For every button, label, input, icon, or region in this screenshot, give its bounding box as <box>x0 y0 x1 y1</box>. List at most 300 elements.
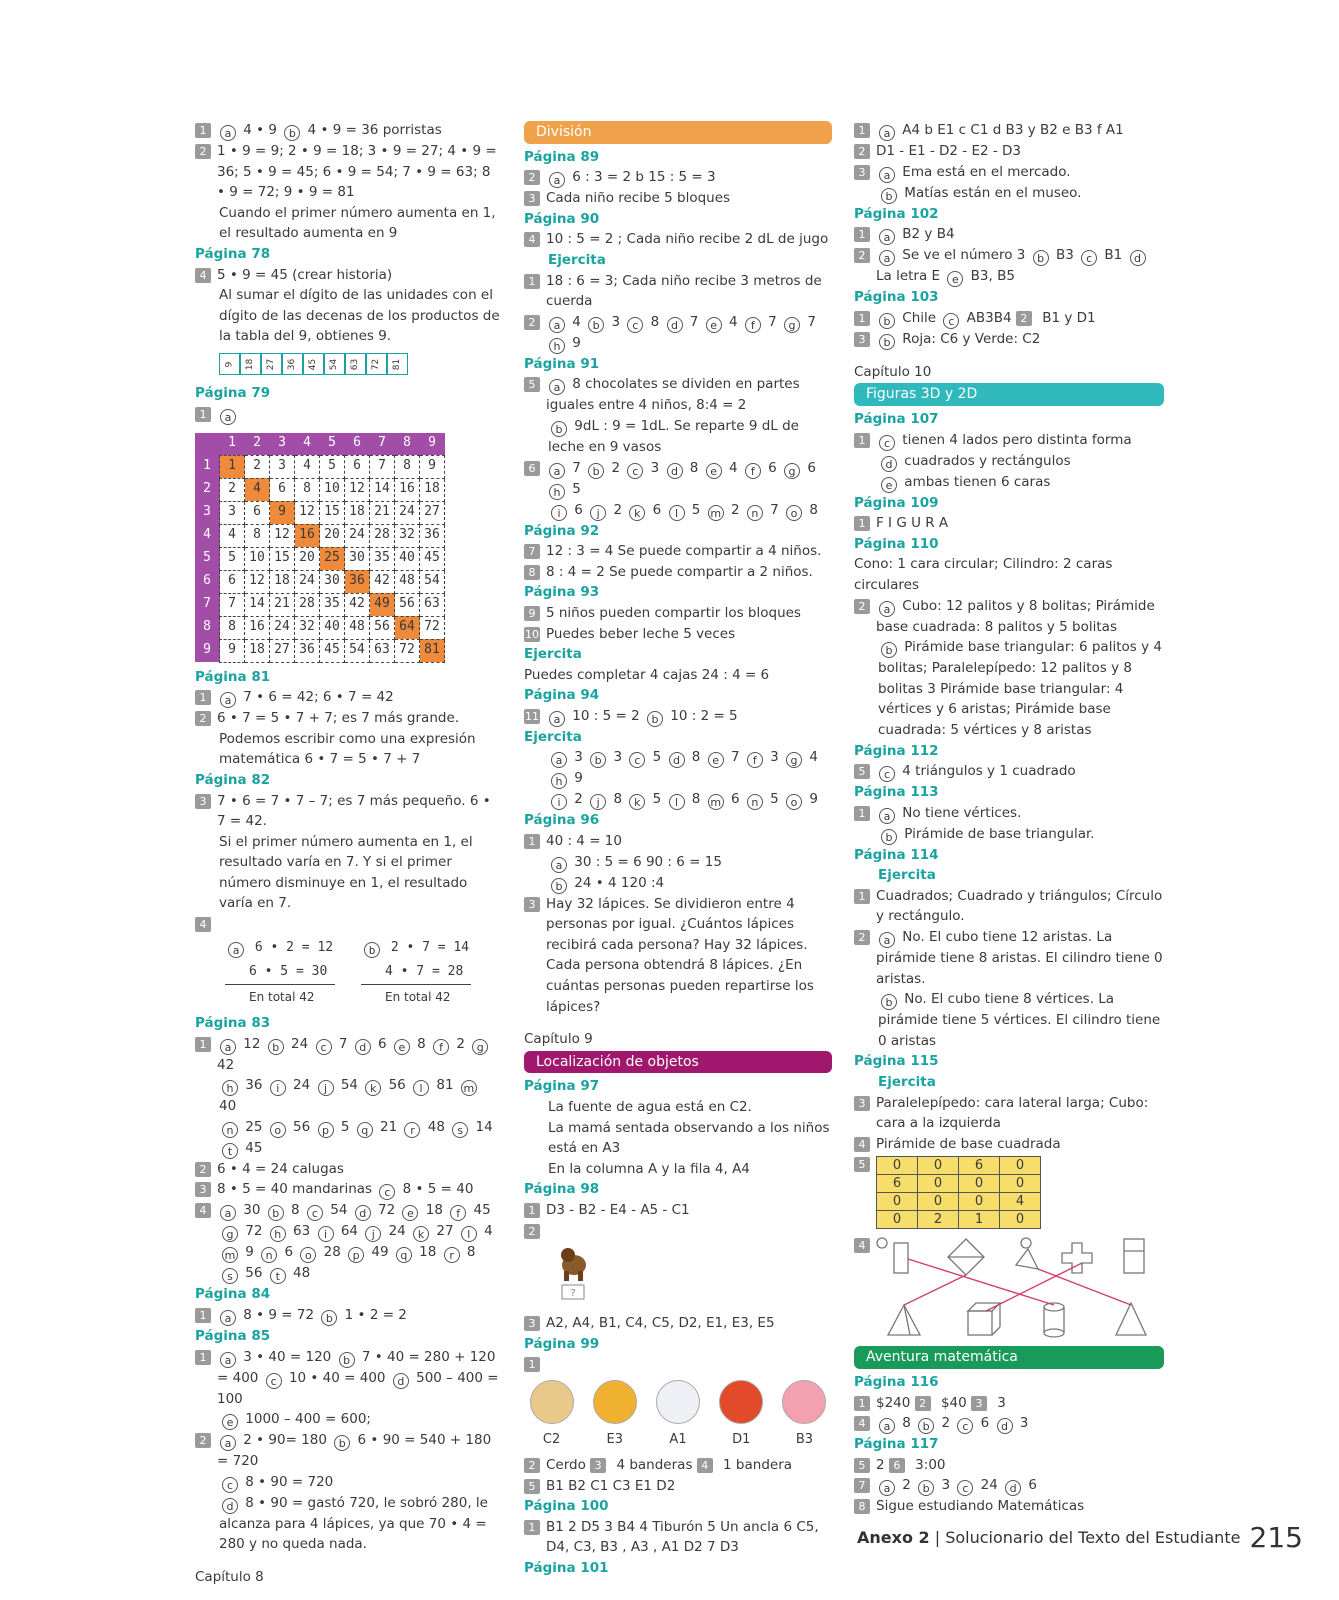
strip-cell: 18 <box>240 353 261 375</box>
option-circle: a <box>879 229 895 245</box>
monkey-icon <box>530 1380 574 1424</box>
answer-text: a 8 b 2 c 6 d 3 <box>876 1413 1164 1434</box>
answer-text: a 2 • 90= 180 b 6 • 90 = 540 + 180 = 720 <box>217 1432 492 1470</box>
page-heading: Página 97 <box>524 1078 600 1095</box>
item-number: 2 <box>524 1458 540 1473</box>
answer-text: a 6 : 3 = 2 b 15 : 5 = 3 <box>546 167 832 188</box>
item-number: 2 <box>524 170 540 185</box>
option-circle: g <box>784 317 800 333</box>
item-number: 2 <box>854 144 870 159</box>
numbered-answer <box>854 761 1164 782</box>
table-cell: 20 <box>320 524 345 547</box>
option-circle: e <box>394 1039 410 1055</box>
page-heading: Página 113 <box>854 784 939 801</box>
answer-continuation: b Pirámide base triangular: 6 palitos y 4 bolitas; Paralelepípedo: 12 palitos y 8 bolitas 3 Pirámide base triangular: 4 vértices y 6 aristas; Pirámide base cuadrada: 5 vértices y 8 aristas <box>878 639 1162 738</box>
animal-label: E3 <box>606 1432 624 1448</box>
option-circle: c <box>957 1418 973 1434</box>
page-heading: Página 90 <box>524 210 600 227</box>
column-right <box>854 120 1164 1517</box>
option-circle: j <box>590 505 606 521</box>
option-circle: c <box>957 1480 973 1496</box>
item-number: 4 <box>524 232 540 247</box>
table-cell: 56 <box>395 593 420 616</box>
item-number: 4 <box>697 1458 713 1473</box>
table-cell: 6 <box>245 501 270 524</box>
item-number: 3 <box>971 1396 987 1411</box>
answer-continuation: n 25 o 56 p 5 q 21 r 48 s 14 <box>195 1117 500 1138</box>
item-number: 5 <box>854 1157 870 1172</box>
numbered-answer <box>195 265 500 286</box>
option-circle: b <box>918 1418 934 1434</box>
option-circle: k <box>629 794 645 810</box>
answer-text: a 7 • 6 = 42; 6 • 7 = 42 <box>217 687 500 708</box>
answer-continuation: b No. El cubo tiene 8 vértices. La pirámide tiene 5 vértices. El cilindro tiene 0 aristas <box>878 991 1161 1049</box>
table-cell: 32 <box>395 524 420 547</box>
numbered-answer <box>524 894 832 1018</box>
animal-list <box>524 1380 832 1451</box>
table-cell: 28 <box>295 593 320 616</box>
table-cell: 36 <box>295 639 320 662</box>
answer-text: Cerdo 3 4 banderas 4 1 bandera <box>546 1456 793 1473</box>
option-circle: a <box>879 167 895 183</box>
option-circle: e <box>706 463 722 479</box>
numbered-answer <box>195 404 500 425</box>
option-circle: g <box>784 463 800 479</box>
page-heading: Página 92 <box>524 522 600 539</box>
option-circle: c <box>879 435 895 451</box>
option-circle: d <box>393 1373 409 1389</box>
table-cell: 72 <box>420 616 445 639</box>
page-heading: Página 81 <box>195 668 271 685</box>
item-number: 1 <box>854 1396 870 1411</box>
table-cell: 8 <box>295 478 320 501</box>
table-cell: 7 <box>220 593 245 616</box>
numbered-answer <box>854 513 1164 534</box>
option-circle: o <box>786 505 802 521</box>
answer-text: Paralelepípedo: cara lateral larga; Cubo: cara a la izquierda <box>876 1094 1149 1132</box>
item-number: 11 <box>525 709 539 723</box>
numbered-answer <box>854 224 1164 245</box>
table-cell: 45 <box>320 639 345 662</box>
item-number: 2 <box>854 599 870 614</box>
numbered-answer <box>854 329 1164 350</box>
answer-text: 8 : 4 = 2 Se puede compartir a 2 niños. <box>546 563 813 580</box>
answer-text: 2 6 3:00 <box>876 1456 946 1473</box>
answer-continuation: t 45 <box>195 1138 500 1159</box>
option-circle: a <box>220 1435 236 1451</box>
table-cell: 35 <box>370 547 395 570</box>
item-number: 2 <box>915 1396 931 1411</box>
option-circle: f <box>745 463 761 479</box>
table-cell: 21 <box>370 501 395 524</box>
answer-continuation: b Matías están en el museo. <box>854 183 1164 204</box>
item-number: 3 <box>524 897 540 912</box>
option-circle: d <box>667 463 683 479</box>
option-circle: a <box>549 463 565 479</box>
item-number: 5 <box>524 1479 540 1494</box>
grid-cell: 6 <box>877 1175 918 1193</box>
answer-continuation: i 2 j 8 k 5 l 8 m 6 n 5 o 9 <box>524 789 832 810</box>
text-line: Capítulo 10 <box>854 363 932 380</box>
total-a: En total 42 <box>225 984 335 1009</box>
option-circle: c <box>1081 250 1097 266</box>
option-circle: e <box>708 752 724 768</box>
item-number: 1 <box>854 806 870 821</box>
multiplication-table-wrap <box>195 433 500 663</box>
answer-continuation: g 72 h 63 i 64 j 24 k 27 l 4 <box>195 1221 500 1242</box>
item-number: 2 <box>854 930 870 945</box>
page-heading: Ejercita <box>524 646 582 663</box>
grid-cell: 4 <box>1000 1193 1041 1211</box>
table-cell: 6 <box>345 433 370 456</box>
table-cell: 32 <box>295 616 320 639</box>
numbered-answer <box>524 1476 832 1497</box>
table-cell: 3 <box>195 501 220 524</box>
option-circle: a <box>549 711 565 727</box>
option-circle: a <box>220 1310 236 1326</box>
numbered-answer <box>524 1517 832 1558</box>
option-circle: b <box>588 317 604 333</box>
animal-label: A1 <box>669 1432 687 1448</box>
answer-text: a 30 b 8 c 54 d 72 e 18 f 45 <box>217 1200 500 1221</box>
animal-item <box>587 1380 642 1451</box>
page-heading: Página 116 <box>854 1374 939 1390</box>
answer-text: a B2 y B4 <box>876 224 1164 245</box>
grid-cell: 0 <box>959 1193 1000 1211</box>
page-heading: Página 82 <box>195 771 271 788</box>
numbered-answer <box>195 708 500 729</box>
page-heading: Página 103 <box>854 289 939 306</box>
table-cell: 18 <box>245 639 270 662</box>
answer-text: 18 : 6 = 3; Cada niño recibe 3 metros de cuerda <box>546 272 822 310</box>
item-number: 1 <box>524 1520 540 1535</box>
numbered-answer <box>524 167 832 188</box>
answer-continuation: i 6 j 2 k 6 l 5 m 2 n 7 o 8 <box>524 500 832 521</box>
grid-cell: 0 <box>918 1157 959 1175</box>
option-circle: s <box>222 1268 238 1284</box>
table-cell: 54 <box>420 570 445 593</box>
option-circle: b <box>321 1310 337 1326</box>
option-circle: t <box>270 1268 286 1284</box>
option-circle: i <box>551 794 567 810</box>
grid-cell: 0 <box>877 1211 918 1229</box>
option-circle: i <box>551 505 567 521</box>
item-number: 1 <box>524 1203 540 1218</box>
exercise-heading: Ejercita <box>878 867 936 884</box>
option-circle: b <box>881 829 897 845</box>
table-cell: 18 <box>420 478 445 501</box>
column-left <box>195 120 500 1588</box>
page-heading: Página 114 <box>854 846 939 863</box>
item-number: 3 <box>195 794 211 809</box>
numbered-answer <box>195 120 500 141</box>
numbered-answer <box>854 162 1164 183</box>
option-circle: a <box>879 250 895 266</box>
numbered-answer <box>524 1221 832 1239</box>
footer-separator: | <box>929 1528 946 1547</box>
option-circle: r <box>444 1247 460 1263</box>
animal-item <box>650 1380 705 1451</box>
option-circle: r <box>404 1122 420 1138</box>
answer-text: a 8 chocolates se dividen en partes iguales entre 4 niños, 8:4 = 2 <box>546 376 800 414</box>
answer-continuation: a 3 b 3 c 5 d 8 e 7 f 3 g 4 h 9 <box>524 747 832 789</box>
table-cell: 4 <box>195 524 220 547</box>
numbered-answer <box>195 1305 500 1326</box>
table-cell: 64 <box>395 616 420 639</box>
table-cell: 12 <box>345 478 370 501</box>
option-circle: a <box>220 1039 236 1055</box>
numbered-answer <box>854 803 1164 824</box>
answer-text: a Cubo: 12 palitos y 8 bolitas; Pirámide base cuadrada: 8 palitos y 5 bolitas <box>876 597 1155 635</box>
answer-continuation: d cuadrados y rectángulos <box>854 451 1164 472</box>
table-cell: 42 <box>370 570 395 593</box>
table-cell: 6 <box>270 478 295 501</box>
numbered-answer <box>195 791 500 832</box>
page-heading: Página 91 <box>524 355 600 372</box>
answer-continuation: Podemos escribir como una expresión matemática 6 • 7 = 5 • 7 + 7 <box>219 730 476 768</box>
option-circle: b <box>268 1039 284 1055</box>
operation-b: b 2 • 7 = 14 4 • 7 = 28 En total 42 <box>361 936 471 1009</box>
option-circle: m <box>222 1247 238 1263</box>
page-heading: Página 100 <box>524 1498 609 1515</box>
option-circle: k <box>365 1080 381 1096</box>
option-circle: e <box>706 317 722 333</box>
text-line: Cono: 1 cara circular; Cilindro: 2 caras circulares <box>854 556 1113 593</box>
numbered-answer <box>195 1347 500 1410</box>
page-heading: Página 96 <box>524 812 600 829</box>
numbered-answer <box>524 624 832 645</box>
option-circle: p <box>318 1122 334 1138</box>
operations-box <box>225 936 500 1009</box>
table-cell: 12 <box>270 524 295 547</box>
table-cell: 2 <box>195 478 220 501</box>
option-circle: d <box>355 1039 371 1055</box>
numbered-answer <box>195 1430 500 1472</box>
item-number: 4 <box>854 1416 870 1431</box>
numbered-answer <box>854 1134 1164 1155</box>
page-heading: Página 102 <box>854 205 939 222</box>
option-circle: a <box>220 1205 236 1221</box>
cat-icon <box>593 1380 637 1424</box>
numbered-answer <box>524 1354 832 1372</box>
option-circle: a <box>551 857 567 873</box>
answer-continuation: La fuente de agua está en C2. <box>548 1099 752 1115</box>
table-cell: 42 <box>345 593 370 616</box>
answer-continuation: m 9 n 6 o 28 p 49 q 18 r 8 <box>195 1242 500 1263</box>
option-circle: c <box>627 317 643 333</box>
section-banner: Aventura matemática <box>854 1346 1164 1369</box>
option-circle: f <box>433 1039 449 1055</box>
option-circle: b <box>339 1352 355 1368</box>
option-circle: b <box>881 994 897 1010</box>
page-heading: Página 94 <box>524 687 600 704</box>
answer-text: 8 • 5 = 40 mandarinas c 8 • 5 = 40 <box>217 1181 474 1200</box>
table-cell: 24 <box>295 570 320 593</box>
grid-cell: 0 <box>1000 1157 1041 1175</box>
answer-continuation: b 9dL : 9 = 1dL. Se reparte 9 dL de leche en 9 vasos <box>548 417 799 455</box>
option-circle: b <box>268 1205 284 1221</box>
option-circle: b <box>590 752 606 768</box>
answer-text: b Roja: C6 y Verde: C2 <box>876 329 1164 350</box>
item-number: 2 <box>1016 311 1032 326</box>
grid-cell: 0 <box>918 1175 959 1193</box>
answer-text: 40 : 4 = 10 <box>546 833 622 850</box>
table-cell: 5 <box>195 547 220 570</box>
option-circle: b <box>551 421 567 437</box>
multiplication-table <box>195 433 445 663</box>
option-circle: b <box>879 334 895 350</box>
numbered-answer <box>195 914 500 932</box>
nine-table-strip <box>219 353 500 375</box>
item-number: 2 <box>524 1224 540 1239</box>
table-cell: 72 <box>395 639 420 662</box>
option-circle: d <box>667 317 683 333</box>
numbered-answer <box>524 541 832 562</box>
annex-label: Anexo 2 <box>857 1528 930 1547</box>
strip-cell: 72 <box>366 353 387 375</box>
table-cell: 25 <box>320 547 345 570</box>
page-heading: Página 112 <box>854 742 939 759</box>
page-heading: Página 93 <box>524 584 600 601</box>
numbered-answer <box>195 1159 500 1180</box>
option-circle: h <box>270 1226 286 1242</box>
answer-continuation: b 24 • 4 120 :4 <box>524 873 832 894</box>
table-cell: 14 <box>370 478 395 501</box>
option-circle: b <box>551 878 567 894</box>
item-number: 3 <box>854 332 870 347</box>
operation-a: a 6 • 2 = 12 6 • 5 = 30 En total 42 <box>225 936 335 1009</box>
answer-continuation: c 8 • 90 = 720 <box>195 1472 500 1493</box>
table-cell: 28 <box>370 524 395 547</box>
table-cell <box>195 433 220 456</box>
item-number: 1 <box>524 1357 540 1372</box>
item-number: 3 <box>590 1458 606 1473</box>
answer-text: D1 - E1 - D2 - E2 - D3 <box>876 143 1022 159</box>
table-cell: 1 <box>220 433 245 456</box>
answer-text: b Chile c AB3B4 2 B1 y D1 <box>876 308 1164 329</box>
item-number: 1 <box>195 1308 211 1323</box>
table-cell: 36 <box>345 570 370 593</box>
animal-label: C2 <box>542 1432 561 1448</box>
numbered-answer <box>854 141 1164 162</box>
numbered-answer <box>524 312 832 354</box>
option-circle: d <box>669 752 685 768</box>
table-cell: 6 <box>220 570 245 593</box>
answer-text: a 4 b 3 c 8 d 7 e 4 f 7 g 7 h 9 <box>546 312 832 354</box>
numbered-answer <box>854 245 1164 287</box>
table-cell: 35 <box>320 593 345 616</box>
numbered-answer <box>854 596 1164 638</box>
item-number: 2 <box>195 1162 211 1177</box>
animal-item <box>714 1380 769 1451</box>
numbered-answer <box>524 831 832 852</box>
answer-text <box>217 404 500 425</box>
table-cell: 48 <box>345 616 370 639</box>
item-number: 10 <box>525 627 539 641</box>
item-number: 2 <box>854 248 870 263</box>
option-circle: a <box>879 125 895 141</box>
option-circle: e <box>881 477 897 493</box>
table-cell: 9 <box>270 501 295 524</box>
item-number: 1 <box>195 690 211 705</box>
answer-text: a 4 • 9 b 4 • 9 = 36 porristas <box>217 120 500 141</box>
page-heading: Página 79 <box>195 384 271 401</box>
answer-continuation: Cuando el primer número aumenta en 1, el resultado aumenta en 9 <box>219 204 496 242</box>
strip-cell: 54 <box>324 353 345 375</box>
option-circle: l <box>461 1226 477 1242</box>
option-circle: m <box>708 505 724 521</box>
numbered-answer <box>524 1313 832 1334</box>
strip-cell: 63 <box>345 353 366 375</box>
table-cell: 7 <box>195 593 220 616</box>
item-number: 1 <box>524 834 540 849</box>
item-number: 5 <box>524 377 540 392</box>
option-circle: c <box>316 1039 332 1055</box>
spacer <box>524 1017 832 1029</box>
page-heading: Página 78 <box>195 245 271 262</box>
answer-continuation: Si el primer número aumenta en 1, el resultado varía en 7. Y si el primer número disminuye en 1, el resultado varía en 7. <box>219 833 473 912</box>
option-circle: h <box>551 773 567 789</box>
numbered-answer <box>854 308 1164 329</box>
item-number: 3 <box>195 1182 211 1197</box>
answer-continuation: s 56 t 48 <box>195 1263 500 1284</box>
answer-continuation: e ambas tienen 6 caras <box>854 472 1164 493</box>
item-number: 2 <box>195 144 211 159</box>
table-cell: 2 <box>220 478 245 501</box>
table-cell: 18 <box>345 501 370 524</box>
item-number: 1 <box>854 227 870 242</box>
page-heading: Página 110 <box>854 535 939 552</box>
table-cell: 15 <box>320 501 345 524</box>
item-number: 1 <box>854 889 870 904</box>
numbered-answer <box>854 1235 1164 1345</box>
option-circle: l <box>669 794 685 810</box>
answer-continuation: En la columna A y la fila 4, A4 <box>548 1160 750 1177</box>
item-number: 5 <box>854 764 870 779</box>
page-heading: Página 115 <box>854 1053 939 1070</box>
table-cell: 12 <box>295 501 320 524</box>
table-cell: 16 <box>245 616 270 639</box>
numbered-answer <box>524 603 832 624</box>
table-cell: 16 <box>395 478 420 501</box>
table-cell: 54 <box>345 639 370 662</box>
numbered-answer <box>854 1455 1164 1476</box>
table-cell: 24 <box>270 616 295 639</box>
table-cell: 5 <box>320 455 345 478</box>
item-number: 5 <box>854 1458 870 1473</box>
table-cell: 40 <box>395 547 420 570</box>
option-circle: h <box>549 338 565 354</box>
numbered-answer <box>854 1475 1164 1496</box>
option-circle: l <box>413 1080 429 1096</box>
option-circle: a <box>220 692 236 708</box>
table-cell: 48 <box>395 570 420 593</box>
grid-cell: 0 <box>959 1175 1000 1193</box>
option-circle: i <box>318 1226 334 1242</box>
page-heading: Página 109 <box>854 494 939 511</box>
answer-text: D3 - B2 - E4 - A5 - C1 <box>546 1201 690 1218</box>
item-number: 3 <box>854 1096 870 1111</box>
column-middle <box>524 120 832 1579</box>
table-cell: 21 <box>270 593 295 616</box>
option-circle: h <box>549 484 565 500</box>
table-cell: 8 <box>395 433 420 456</box>
option-circle: j <box>318 1080 334 1096</box>
item-number: 7 <box>854 1478 870 1493</box>
answer-text: 6 • 7 = 5 • 7 + 7; es 7 más grande. <box>217 710 460 727</box>
table-cell: 30 <box>345 547 370 570</box>
answer-continuation: La mamá sentada observando a los niños está en A3 <box>548 1119 830 1157</box>
